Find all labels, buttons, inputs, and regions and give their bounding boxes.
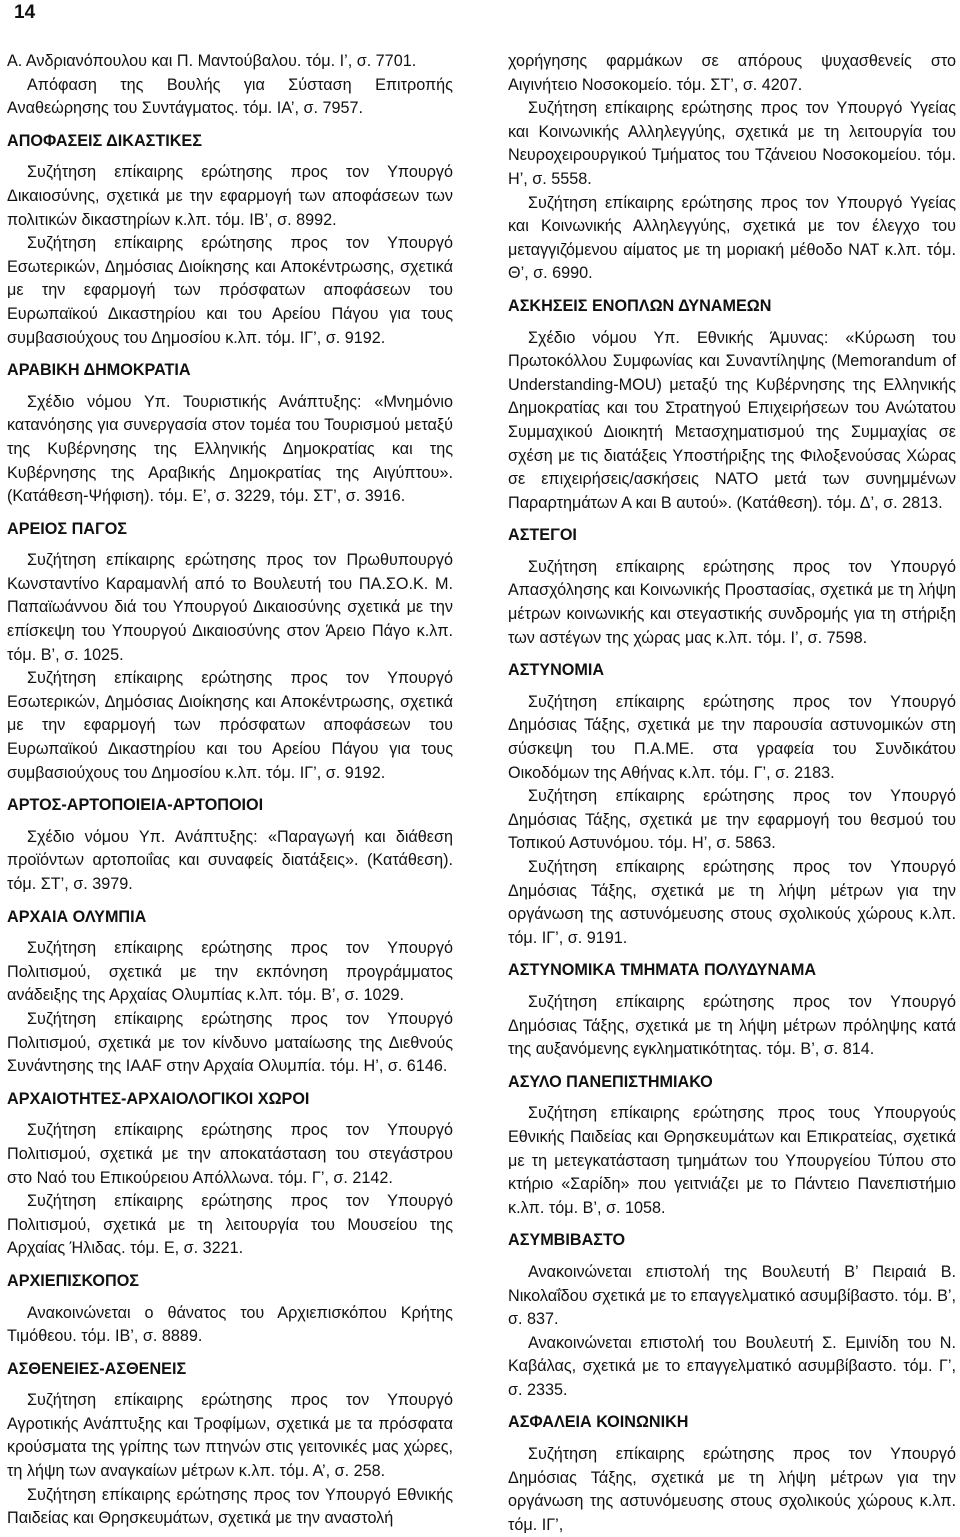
index-entry: Συζήτηση επίκαιρης ερώτησης προς τον Υπουργό Δημόσιας Τάξης, σχετικά με τη λήψη μέτρων για την οργάνωση της αστυνόμευσης στους σχολικούς χώρους κ.λπ. τόμ. ΙΓ’, σ. 9191.	[508, 858, 956, 947]
index-entry: Συζήτηση επίκαιρης ερώτησης προς τον Υπουργό Εθνικής Παιδείας και Θρησκευμάτων, σχετικά με την αναστολή	[7, 1485, 453, 1528]
index-entry: Ανακοινώνεται επιστολή της Βουλευτή Β’ Πειραιά Β. Νικολαΐδου σχετικά με το επαγγελματικό ασυμβίβαστο. τόμ. Β’, σ. 837.	[508, 1262, 956, 1329]
right-column	[508, 50, 956, 1537]
index-entry: Συζήτηση επίκαιρης ερώτησης προς τον Υπουργό Εσωτερικών, Δημόσιας Διοίκησης και Αποκέντρωσης, σχετικά με την εφαρμογή των πρόσφατων αποφάσεων του Ευρωπαϊκού Δικαστηρίου και του Αρείου Πάγου για τους συμβασιούχους του Δημοσίου κ.λπ. τόμ. ΙΓ’, σ. 9192.	[7, 669, 453, 782]
section-heading: ΑΣΦΑΛΕΙΑ ΚΟΙΝΩΝΙΚΗ	[508, 1413, 689, 1432]
index-section	[508, 659, 956, 950]
section-heading: ΑΡΕΙΟΣ ΠΑΓΟΣ	[7, 519, 127, 538]
index-entry: Συζήτηση επίκαιρης ερώτησης προς τον Υπουργό Πολιτισμού, σχετικά με την αποκατάσταση του στεγάστρου στο Ναό του Επικούρειου Απόλλωνα. τόμ. Γ’, σ. 2142.	[7, 1121, 453, 1187]
index-section	[508, 1229, 956, 1402]
section-heading: ΑΣΤΥΝΟΜΙΚΑ ΤΜΗΜΑΤΑ ΠΟΛΥΔΥΝΑΜΑ	[508, 961, 817, 980]
index-section	[7, 1270, 453, 1349]
index-section	[508, 295, 956, 515]
index-entry: Συζήτηση επίκαιρης ερώτησης προς τον Υπουργό Δημόσιας Τάξης, σχετικά με την παρουσία αστυνομικών στη σύσκεψη του Π.Α.ΜΕ. στα γραφεία του Συνδικάτου Οικοδόμων της Αθήνας κ.λπ. τόμ. Γ’, σ. 2183.	[508, 692, 956, 782]
section-heading: ΑΣΥΛΟ ΠΑΝΕΠΙΣΤΗΜΙΑΚΟ	[508, 1072, 713, 1091]
index-entry: Συζήτηση επίκαιρης ερώτησης προς τον Υπουργό Δημόσιας Τάξης, σχετικά με τη λήψη μέτρων πρόληψης κατά της αυξανόμενης εγκληματικότητας. τόμ. Β’, σ. 814.	[508, 992, 956, 1059]
index-entry: Σχέδιο νόμου Υπ. Ανάπτυξης: «Παραγωγή και διάθεση προϊόντων αρτοποιΐας και συναφείς διατάξεις». (Κατάθεση). τόμ. ΣΤ’, σ. 3979.	[7, 827, 453, 893]
index-entry: Ανακοινώνεται ο θάνατος του Αρχιεπισκόπου Κρήτης Τιμόθεου. τόμ. ΙΒ’, σ. 8889.	[7, 1303, 453, 1346]
index-entry: Συζήτηση επίκαιρης ερώτησης προς τον Υπουργό Δημόσιας Τάξης, σχετικά με την εφαρμογή του θεσμού του Τοπικού Αστυνόμου. τόμ. Η’, σ. 5863.	[508, 787, 956, 853]
index-entry: Συζήτηση επίκαιρης ερώτησης προς τον Υπουργό Δικαιοσύνης, σχετικά με την εφαρμογή των αποφάσεων των πολιτικών δικαστηρίων κ.λπ. τόμ. ΙΒ’, σ. 8992.	[7, 163, 453, 229]
index-section	[508, 959, 956, 1061]
index-section	[7, 794, 453, 896]
section-heading: ΑΣΚΗΣΕΙΣ ΕΝΟΠΛΩΝ ΔΥΝΑΜΕΩΝ	[508, 296, 772, 315]
index-section	[7, 1088, 453, 1261]
index-entry: Συζήτηση επίκαιρης ερώτησης προς τον Υπουργό Πολιτισμού, σχετικά με τη λειτουργία του Μουσείου της Αρχαίας Ήλιδας. τόμ. Ε, σ. 3221.	[7, 1192, 453, 1258]
index-section	[508, 524, 956, 650]
page-number: 14	[14, 2, 36, 23]
index-section	[508, 1411, 956, 1537]
index-entry: Απόφαση της Βουλής για Σύσταση Επιτροπής Αναθεώρησης του Συντάγματος. τόμ. ΙΑ’, σ. 7957.	[7, 75, 453, 118]
index-section	[7, 359, 453, 509]
section-heading: ΑΣΤΕΓΟΙ	[508, 526, 577, 545]
index-section	[508, 1071, 956, 1221]
section-heading: ΑΣΘΕΝΕΙΕΣ-ΑΣΘΕΝΕΙΣ	[7, 1359, 187, 1378]
index-entry: Συζήτηση επίκαιρης ερώτησης προς τον Υπουργό Δημόσιας Τάξης, σχετικά με τη λήψη μέτρων για την οργάνωση της αστυνόμευσης στους σχολικούς χώρους κ.λπ. τόμ. ΙΓ’,	[508, 1445, 956, 1534]
index-entry: Συζήτηση επίκαιρης ερώτησης προς τον Πρωθυπουργό Κωνσταντίνο Καραμανλή από το Βουλευτή του ΠΑ.ΣΟ.Κ. Μ. Παπαϊωάννου διά του Υπουργού Δικαιοσύνης σχετικά με την επίσκεψη του Υπουργού Δικαιοσύνης στον Άρειο Πάγο κ.λπ. τόμ. Β’, σ. 1025.	[7, 551, 453, 664]
left-column	[7, 50, 453, 1531]
index-section	[508, 50, 956, 286]
index-section	[7, 130, 453, 350]
index-section	[7, 906, 453, 1079]
index-entry: Ανακοινώνεται επιστολή του Βουλευτή Σ. Εμινίδη του Ν. Καβάλας, σχετικά με το επαγγελματικό ασυμβίβαστο. τόμ. Γ’, σ. 2335.	[508, 1333, 956, 1399]
index-entry: Συζήτηση επίκαιρης ερώτησης προς τον Υπουργό Απασχόλησης και Κοινωνικής Προστασίας, σχετικά με τη λήψη μέτρων κοινωνικής και στεγαστικής συνδρομής για τη στήριξη των αστέγων της χώρας μας κ.λπ. τόμ. Ι’, σ. 7598.	[508, 557, 956, 647]
index-section	[7, 518, 453, 786]
index-entry: Σχέδιο νόμου Υπ. Τουριστικής Ανάπτυξης: «Μνημόνιο κατανόησης για συνεργασία στον τομέα του Τουρισμού μεταξύ της Κυβέρνησης της Ελληνικής Δημοκρατίας και της Κυβέρνησης της Αραβικής Δημοκρατίας της Αιγύπτου». (Κατάθεση-Ψήφιση). τόμ. Ε’, σ. 3229, τόμ. ΣΤ’, σ. 3916.	[7, 392, 453, 506]
index-entry: Συζήτηση επίκαιρης ερώτησης προς τους Υπουργούς Εθνικής Παιδείας και Θρησκευμάτων και Επικρατείας, σχετικά με τη μετεγκατάσταση τμημάτων του Υπουργείου Τύπου στο κτήριο «Σαρίδη» που γειτνιάζει με το Πάντειο Πανεπιστήμιο κ.λπ. τόμ. Β’, σ. 1058.	[508, 1104, 956, 1217]
index-section	[7, 50, 453, 121]
index-entry: Συζήτηση επίκαιρης ερώτησης προς τον Υπουργό Πολιτισμού, σχετικά με τον κίνδυνο ματαίωσης της Διεθνούς Συνάντησης της IAAF στην Αρχαία Ολυμπία. τόμ. Η’, σ. 6146.	[7, 1009, 453, 1076]
index-entry: Συζήτηση επίκαιρης ερώτησης προς τον Υπουργό Υγείας και Κοινωνικής Αλληλεγγύης, σχετικά με τον έλεγχο του μεταγγιζόμενου αίματος με τη μοριακή μέθοδο NAT κ.λπ. τόμ. Θ’, σ. 6990.	[508, 193, 956, 283]
section-heading: ΑΡΧΑΙΟΤΗΤΕΣ-ΑΡΧΑΙΟΛΟΓΙΚΟΙ ΧΩΡΟΙ	[7, 1089, 310, 1108]
section-heading: ΑΡΑΒΙΚΗ ΔΗΜΟΚΡΑΤΙΑ	[7, 361, 191, 380]
index-section	[7, 1358, 453, 1531]
index-entry: Α. Ανδριανόπουλου και Π. Μαντούβαλου. τόμ. Ι’, σ. 7701.	[7, 52, 417, 70]
index-entry: Συζήτηση επίκαιρης ερώτησης προς τον Υπουργό Αγροτικής Ανάπτυξης και Τροφίμων, σχετικά με τα πρόσφατα κρούσματα της γρίπης των πτηνών στις γειτονικές μας χώρες, τη λήψη των αναγκαίων μέτρων κ.λπ. τόμ. Α’, σ. 258.	[7, 1391, 453, 1481]
index-entry: Συζήτηση επίκαιρης ερώτησης προς τον Υπουργό Εσωτερικών, Δημόσιας Διοίκησης και Αποκέντρωσης, σχετικά με την εφαρμογή των πρόσφατων αποφάσεων του Ευρωπαϊκού Δικαστηρίου και του Αρείου Πάγου για τους συμβασιούχους του Δημοσίου κ.λπ. τόμ. ΙΓ’, σ. 9192.	[7, 234, 453, 347]
section-heading: ΑΡΤΟΣ-ΑΡΤΟΠΟΙΕΙΑ-ΑΡΤΟΠΟΙΟΙ	[7, 796, 264, 815]
section-heading: ΑΡΧΙΕΠΙΣΚΟΠΟΣ	[7, 1271, 140, 1290]
index-entry: Συζήτηση επίκαιρης ερώτησης προς τον Υπουργό Πολιτισμού, σχετικά με την εκπόνηση προγράμματος ανάδειξης της Αρχαίας Ολυμπίας κ.λπ. τόμ. Β’, σ. 1029.	[7, 939, 453, 1005]
section-heading: ΑΣΤΥΝΟΜΙΑ	[508, 661, 605, 680]
section-heading: ΑΣΥΜΒΙΒΑΣΤΟ	[508, 1231, 626, 1250]
section-heading: ΑΠΟΦΑΣΕΙΣ ΔΙΚΑΣΤΙΚΕΣ	[7, 131, 202, 150]
index-entry: Συζήτηση επίκαιρης ερώτησης προς τον Υπουργό Υγείας και Κοινωνικής Αλληλεγγύης, σχετικά με τη λειτουργία του Νευροχειρουργικού Τμήματος του Τζάνειου Νοσοκομείου. τόμ. Η’, σ. 5558.	[508, 99, 956, 188]
index-entry: χορήγησης φαρμάκων σε απόρους ψυχασθενείς στο Αιγινήτειο Νοσοκομείο. τόμ. ΣΤ’, σ. 4207.	[508, 52, 956, 94]
section-heading: ΑΡΧΑΙΑ ΟΛΥΜΠΙΑ	[7, 907, 147, 926]
index-entry: Σχέδιο νόμου Υπ. Εθνικής Άμυνας: «Κύρωση του Πρωτοκόλλου Συμφωνίας και Συναντίληψης (Memorandum of Understanding-MOU) μεταξύ της Κυβέρνησης της Ελληνικής Δημοκρατίας και του Στρατηγού Επιχειρήσεων του Ανώτατου Συμμαχικού Διοικητή Μετασχηματισμού της Συμμαχίας σε σχέση με τις διατάξεις Υποστήριξης της Φιλοξενούσας Χώρας σε επιχειρήσεις/ασκήσεις ΝΑΤΟ μετά των συνημμένων Παραρτημάτων Α και Β αυτού». (Κατάθεση). τόμ. Δ’, σ. 2813.	[508, 328, 956, 512]
